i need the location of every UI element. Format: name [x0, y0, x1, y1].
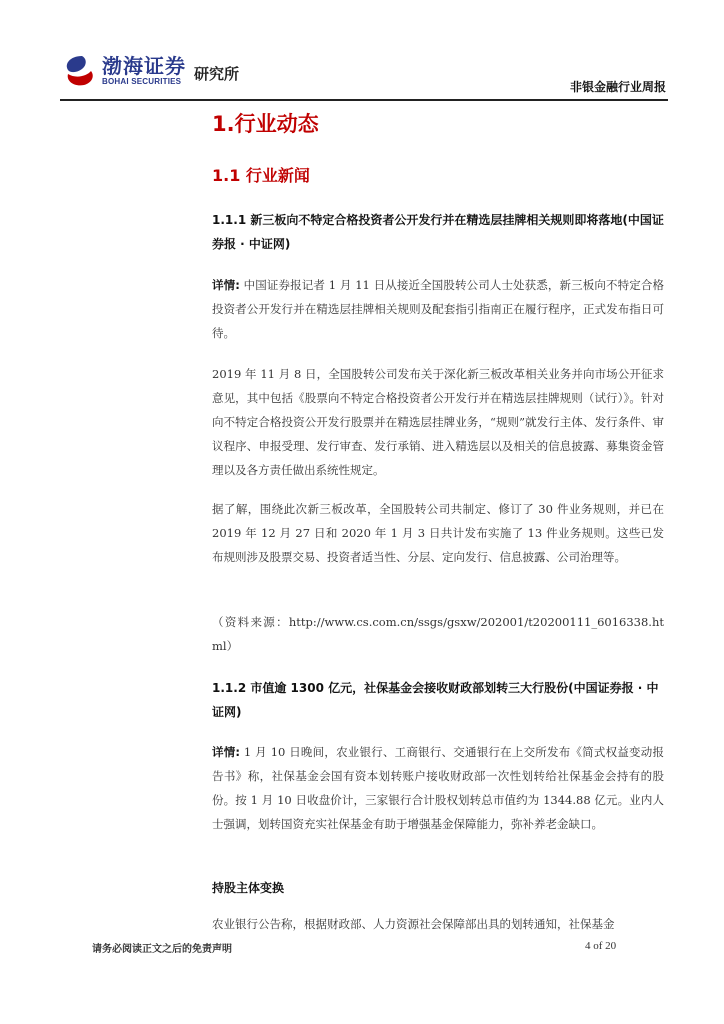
section-heading: 1.行业动态 — [212, 112, 319, 136]
brand-name-en: BOHAI SECURITIES — [102, 77, 182, 86]
detail-label: 详情: — [212, 745, 241, 759]
news2-subheading: 持股主体变换 — [212, 881, 285, 895]
subsection-heading: 1.1 行业新闻 — [212, 166, 310, 185]
department-label: 研究所 — [194, 64, 240, 83]
footer-disclaimer: 请务必阅读正文之后的免责声明 — [92, 944, 232, 955]
news-title-1: 1.1.1 新三板向不特定合格投资者公开发行并在精选层挂牌相关规则即将落地(中国证券报 · 中证网) — [212, 213, 664, 251]
brand-name-cn: 渤海证券 — [102, 54, 186, 78]
detail-text: 1 月 10 日晚间，农业银行、工商银行、交通银行在上交所发布《简式权益变动报告书》称，社保基金会国有资本划转账户接收财政部一次性划转给社保基金会持有的股份。按 1 月 10 日收盘价计，三家银行合计股权划转总市值约为 1344.88 亿元。业内人士强调，划转国资充实社保基金有助于增强基金保障能力，弥补养老金缺口。 — [212, 745, 664, 831]
detail-text: 中国证券报记者 1 月 11 日从接近全国股转公司人士处获悉，新三板向不特定合格投资者公开发行并在精选层挂牌相关规则及配套指引指南正在履行程序，正式发布指日可待。 — [212, 278, 664, 340]
brand-logo — [62, 46, 239, 96]
detail-label: 详情: — [212, 278, 240, 292]
news2-paragraph: 农业银行公告称，根据财政部、人力资源社会保障部出具的划转通知，社保基金 — [212, 917, 615, 931]
news-detail-1 — [212, 273, 664, 345]
report-type: 非银金融行业周报 — [569, 80, 666, 94]
news-title-2: 1.1.2 市值逾 1300 亿元，社保基金会接收财政部划转三大行股份(中国证券报 · 中证网) — [212, 681, 659, 719]
news1-paragraph-3: 据了解，围绕此次新三板改革，全国股转公司共制定、修订了 30 件业务规则，并已在 2019 年 12 月 27 日和 2020 年 1 月 3 日共计发布实施了 13 件业务规则。这些已发布规则涉及股票交易、投资者适当性、分层、定向发行、信息披露、公司治理等。 — [212, 502, 664, 564]
header-divider — [60, 99, 668, 101]
news1-paragraph-2: 2019 年 11 月 8 日，全国股转公司发布关于深化新三板改革相关业务并向市场公开征求意见，其中包括《股票向不特定合格投资者公开发行并在精选层挂牌规则（试行）》。针对向不特定合格投资公开发行股票并在精选层挂牌业务，“规则”就发行主体、发行条件、审议程序、申报受理、发行审查、发行承销、进入精选层以及相关的信息披露、募集资金管理以及各方责任做出系统性规定。 — [212, 367, 664, 477]
news-detail-2 — [212, 740, 664, 836]
bohai-logo-icon — [62, 54, 96, 88]
news1-source: （资料来源：http://www.cs.com.cn/ssgs/gsxw/202001/t20200111_6016338.html） — [212, 615, 664, 653]
page-number: 4 of 20 — [585, 940, 617, 952]
